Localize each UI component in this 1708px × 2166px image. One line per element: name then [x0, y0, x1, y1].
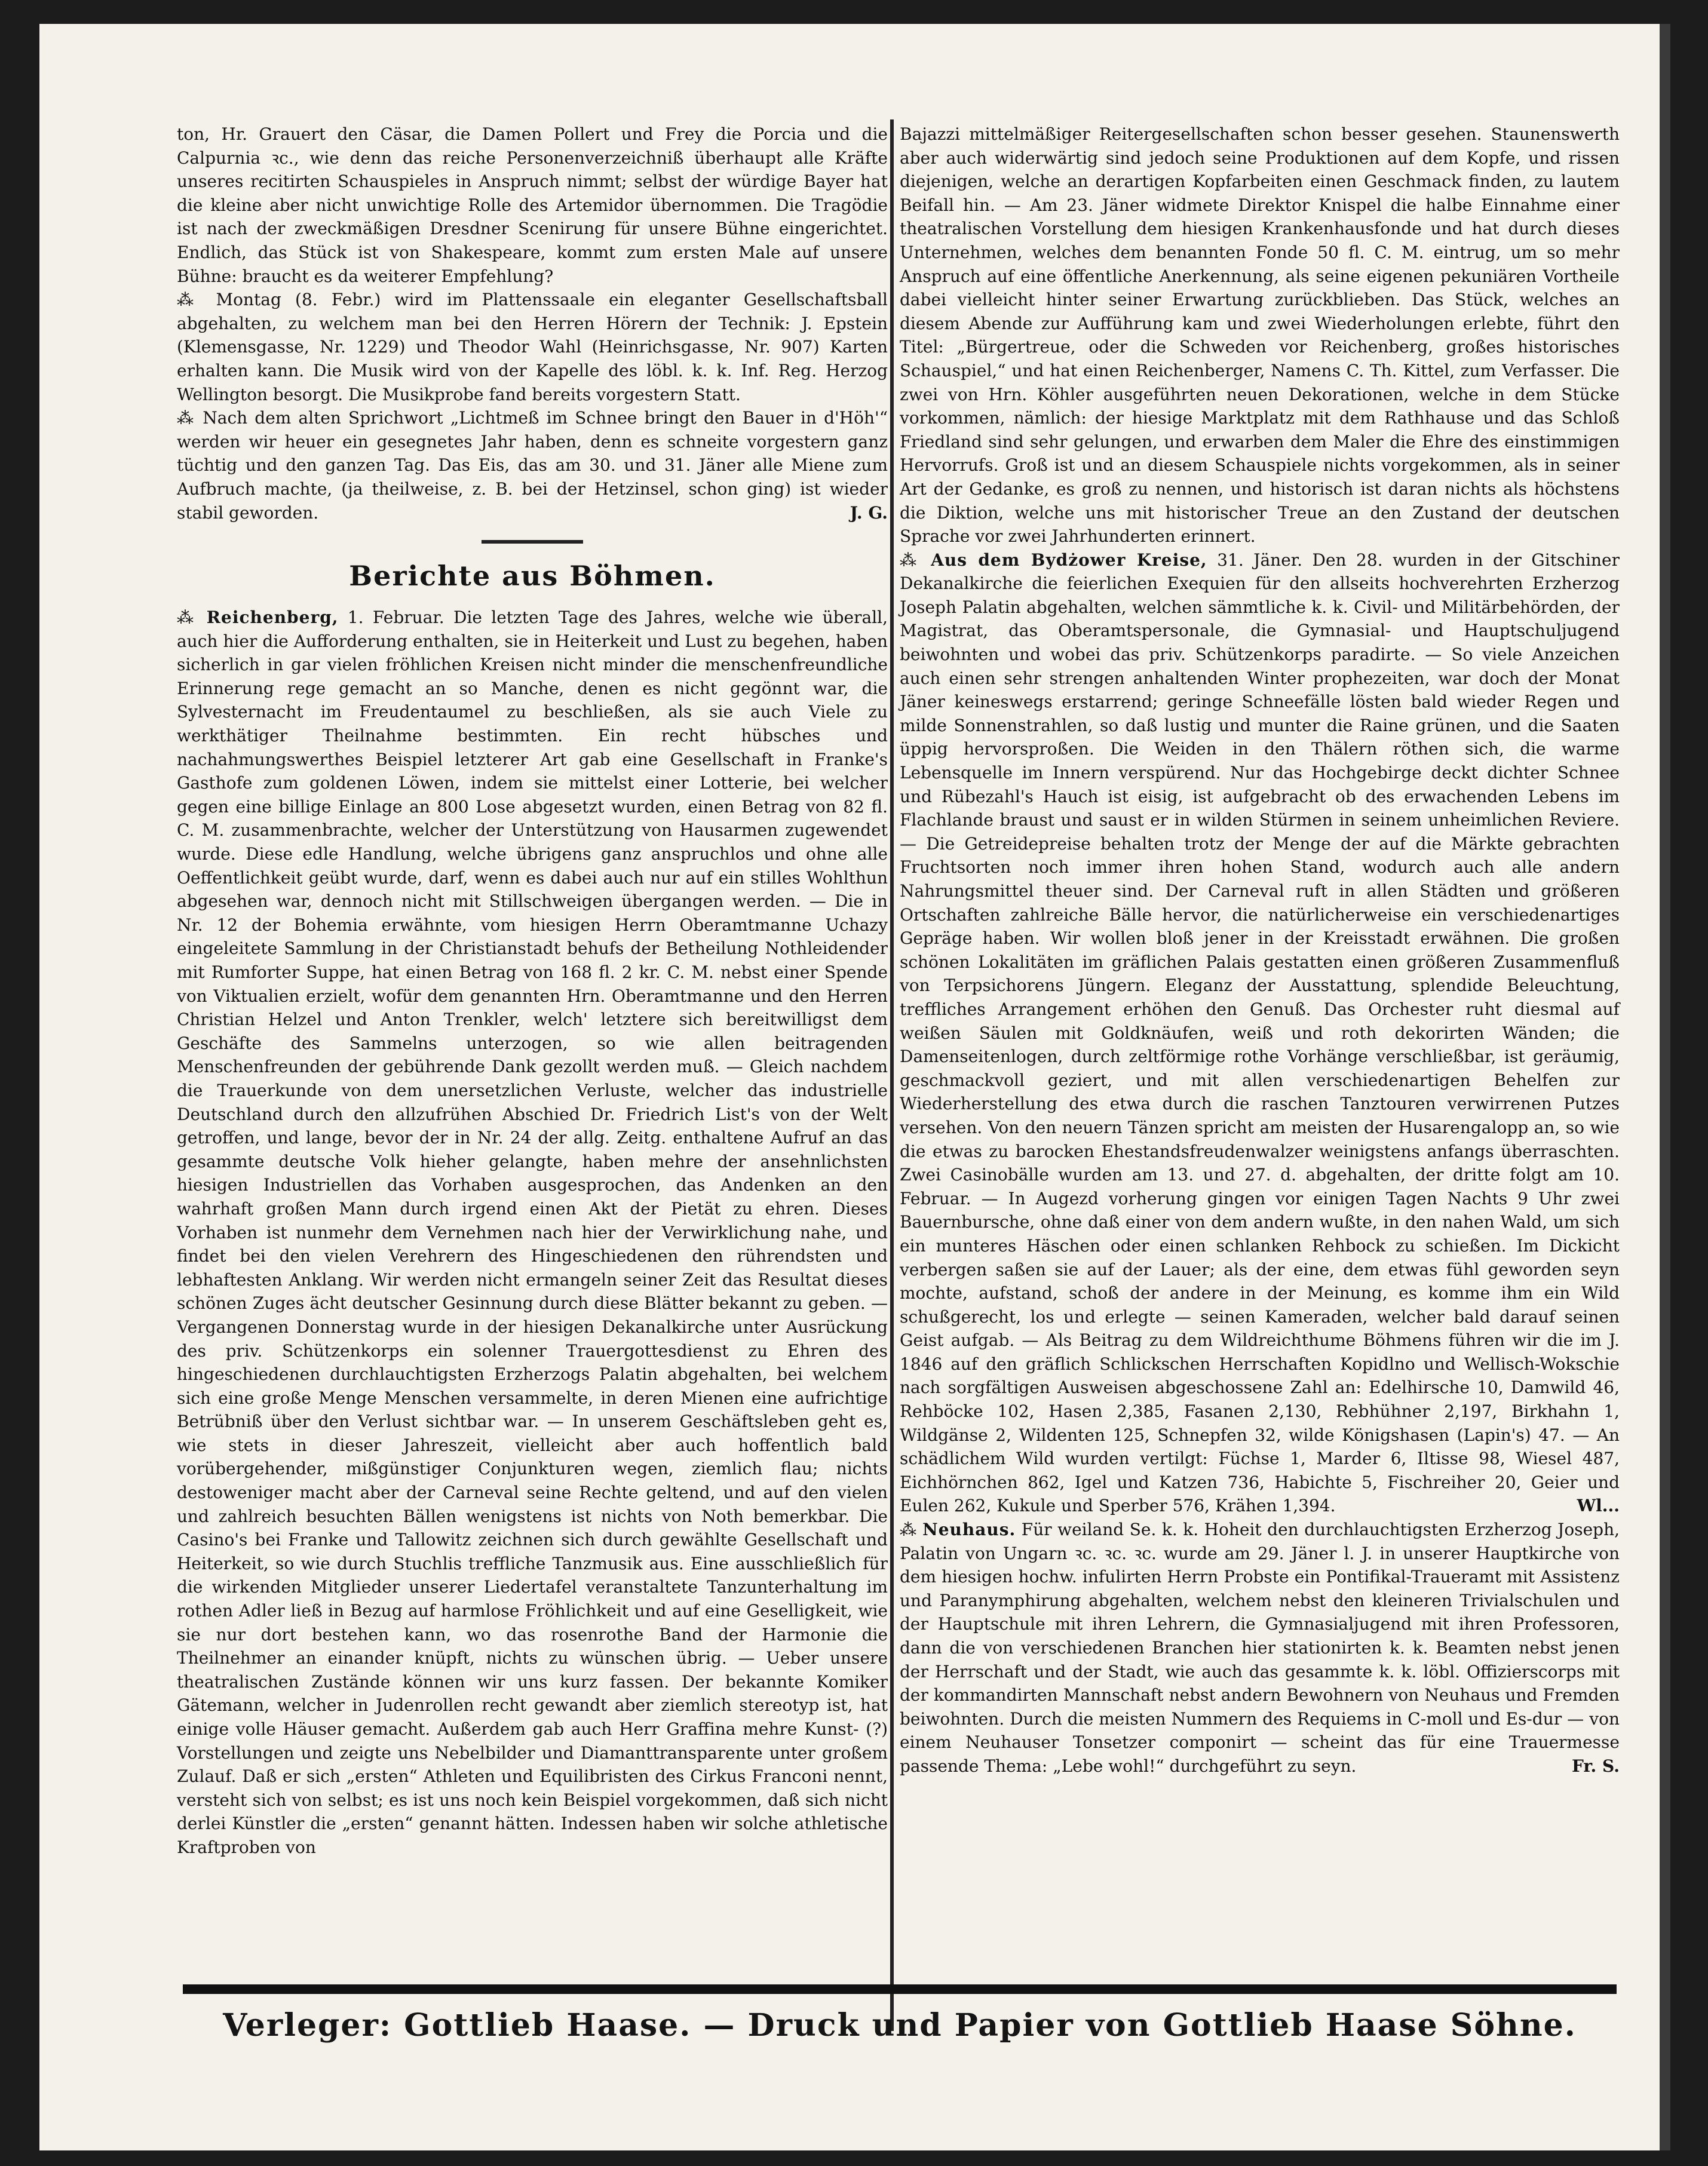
report-reichenberg-date: 1. Februar. [347, 608, 444, 628]
column-divider [890, 119, 894, 2031]
report-neuhaus-body: Für weiland Se. k. k. Hoheit den durchlauchtigsten Erzherzog Joseph, Palatin von Ungarn ꝛc. ꝛc. ꝛc. wurde am 29. Jäner l. J. in unserer Hauptkirche von dem hiesigen hochw. infulirten Herrn Probste ein Pontifikal-Traueramt mit Assistenz und Paranymphirung abgehalten, welchem nebst den kleineren Trivialschulen und der Hauptschule mit ihren Lehrern, die Gymnasialjugend mit ihren Professoren, dann die von verschiedenen Branchen hier stationirten k. k. Beamten nebst jenen der Herrschaft und der Stadt, wie auch das gesammte k. k. löbl. Offizierscorps mit der kommandirten Mannschaft nebst andern Bewohnern von Neuhaus und Fremden beiwohnten. Durch die meisten Nummern des Requiems in C-moll und Es-dur — von einem Neuhauser Tonsetzer componirt — scheint das für eine Trauermesse passende Thema: „Lebe wohl!“ durchgeführt zu seyn. [900, 1520, 1620, 1776]
report-neuhaus-lead: Neuhaus. [922, 1520, 1016, 1540]
left-paragraph-3 [177, 406, 888, 524]
report-reichenberg-lead: Reichenberg, [206, 608, 339, 628]
section-heading: Berichte aus Böhmen. [349, 560, 716, 593]
footer-imprint: Verleger: Gottlieb Haase. — Druck und Papier von Gottlieb Haase Söhne. [223, 2007, 1577, 2044]
report-bydzow [900, 548, 1620, 1518]
report-neuhaus [900, 1518, 1620, 1778]
left-paragraph-2 [177, 288, 888, 406]
section-divider [482, 540, 583, 544]
footer-rule [183, 1984, 1617, 1994]
report-bydzow-lead: Aus dem Bydżower Kreise, [931, 550, 1207, 570]
item-marker: ⁂ [900, 550, 931, 570]
page-edge-shadow [1660, 24, 1670, 2150]
newspaper-page [39, 24, 1670, 2150]
report-bydzow-body: Den 28. wurden in der Gitschiner Dekanalkirche die feierlichen Exequien für den allseits hochverehrten Erzherzog Joseph Palatin abgehalten, welchen sämmtliche k. k. Civil- und Militärbehörden, der Magistrat, das Oberamtspersonale, die Gymnasial- und Hauptschuljugend beiwohnten und wobei das priv. Schützenkorps paradirte. — So viele Anzeichen auch einen sehr strengen anhaltenden Winter prophezeiten, war doch der Monat Jäner keineswegs erstarrend; geringe Schneefälle lösten bald wieder Regen und milde Sonnenstrahlen, so daß lustig und munter die Raine grünen, und die Saaten üppig hervorsproßen. Die Weiden in den Thälern röthen sich, die warme Lebensquelle im Innern verspürend. Nur das Hochgebirge deckt dichter Schnee und Rübezahl's Hauch ist eisig, ist aufgebracht ob des erwachenden Lebens im Flachlande braust und saust er in wilden Stürmen in seinem unheimlichen Reviere. — Die Getreidepreise behalten trotz der Menge der auf die Märkte gebrachten Fruchtsorten noch immer ihren hohen Stand, wodurch auch alle andern Nahrungsmittel theuer sind. Der Carneval ruft in allen Städten und größeren Ortschaften zahlreiche Bälle hervor, die natürlicherweise ein verschiedenartiges Gepräge haben. Wir wollen bloß jener in der Kreisstadt erwähnen. Die großen schönen Lokalitäten im gräflichen Palais gestatten einen größeren Zusammenfluß von Terpsichorens Jüngern. Eleganz der Ausstattung, splendide Beleuchtung, treffliches Arrangement erhöhen den Genuß. Das Orchester ruht diesmal auf weißen Säulen mit Goldknäufen, weiß und roth dekorirten Wänden; die Damenseitenlogen, durch zeltförmige rothe Vorhänge verschließbar, ist geräumig, geschmackvoll geziert, und mit allen verschiedenartigen Behelfen zur Wiederherstellung des etwa durch die raschen Tanztouren verwirrenen Putzes versehen. Von den neuern Tänzen spricht am meisten der Husarengalopp an, so wie die etwas zu barocken Ehestandsfreudenwalzer weinigstens anfangs überraschten. Zwei Casinobälle wurden am 13. und 27. d. abgehalten, der dritte folgt am 10. Februar. — In Augezd vorherung gingen vor einigen Tagen Nachts 9 Uhr zwei Bauernbursche, ohne daß einer von dem andern wußte, in den nahen Wald, um sich ein munteres Häschen oder einen schlanken Rehbock zu schießen. Im Dickicht verbergen saßen sie auf der Lauer; als der eine, dem etwas fühl geworden seyn mochte, aufstand, schoß der andere in der Meinung, es komme ihm ein Wild schußgerecht, los und erlegte — seinen Kameraden, welcher bald darauf seinen Geist aufgab. — Als Beitrag zu dem Wildreichthume Böhmens führen wir die im J. 1846 auf den gräflich Schlickschen Herrschaften Kopidlno und Wellisch-Wokschie nach sorgfältigen Ausweisen abgeschossene Zahl an: Edelhirsche 10, Damwild 46, Rehböcke 102, Hasen 2,385, Fasanen 2,130, Rebhühner 2,197, Birkhahn 1, Wildgänse 2, Wildenten 125, Schnepfen 32, wilde Königshasen (Lapin's) 47. — An schädlichem Wild wurden vertilgt: Füchse 1, Marder 6, Iltisse 98, Wiesel 487, Eichhörnchen 862, Igel und Katzen 736, Habichte 5, Fischreiher 20, Geier und Eulen 262, Kukule und Sperber 576, Krähen 1,394. [900, 550, 1620, 1516]
report-reichenberg [177, 606, 888, 1859]
top-signature: J. G. [850, 502, 888, 523]
report-reichenberg-body: Die letzten Tage des Jahres, welche wie überall, auch hier die Aufforderung enthalten, sie in Heiterkeit und Lust zu begehen, haben sicherlich in gar vielen fröhlichen Kreisen nicht minder die menschenfreundliche Erinnerung rege gemacht an so Manche, denen es nicht gegönnt war, die Sylvesternacht im Freudentaumel zu beschließen, als sie auch Viele zu werkthätiger Theilnahme bestimmten. Ein recht hübsches und nachahmungswerthes Beispiel letzterer Art gab eine Gesellschaft in Franke's Gasthofe zum goldenen Löwen, indem sie mittelst einer Lotterie, bei welcher gegen eine billige Einlage an 800 Lose abgesetzt wurden, einen Betrag von 82 fl. C. M. zusammenbrachte, welcher der Unterstützung von Hausarmen zugewendet wurde. Diese edle Handlung, welche übrigens ganz anspruchlos und ohne alle Oeffentlichkeit geübt wurde, darf, wenn es dabei auch nur auf ein stilles Wohlthun abgesehen war, dennoch nicht mit Stillschweigen übergangen werden. — Die in Nr. 12 der Bohemia erwähnte, vom hiesigen Herrn Oberamtmanne Uchazy eingeleitete Sammlung in der Christianstadt behufs der Betheilung Nothleidender mit Rumforter Suppe, hat einen Betrag von 168 fl. 2 kr. C. M. nebst einer Spende von Viktualien erzielt, wofür dem genannten Hrn. Oberamtmanne und den Herren Christian Helzel und Anton Trenkler, welch' letztere sich bereitwilligst dem Geschäfte des Sammelns unterzogen, so wie allen beitragenden Menschenfreunden der gebührende Dank gezollt werden muß. — Gleich nachdem die Trauerkunde von dem unersetzlichen Verluste, welcher das industrielle Deutschland durch den allzufrühen Abschied Dr. Friedrich List's von der Welt getroffen, und lange, bevor der in Nr. 24 der allg. Zeitg. enthaltene Aufruf an das gesammte deutsche Volk hieher gelangte, haben mehre der ansehnlichsten hiesigen Industriellen das Vorhaben ausgesprochen, das Andenken an den wahrhaft großen Mann durch irgend einen Akt der Pietät zu ehren. Dieses Vorhaben ist nunmehr dem Vernehmen nach hier der Verwirklichung nahe, und findet bei den vielen Verehrern des Hingeschiedenen den rührendsten und lebhaftesten Anklang. Wir werden nicht ermangeln seiner Zeit das Resultat dieses schönen Zuges ächt deutscher Gesinnung durch diese Blätter bekannt zu geben. — Vergangenen Donnerstag wurde in der hiesigen Dekanalkirche unter Ausrückung des priv. Schützenkorps ein solenner Trauergottesdienst zu Ehren des hingeschiedenen durchlauchtigsten Erzherzogs Palatin abgehalten, bei welchem sich eine große Menge Menschen versammelte, in deren Mienen eine aufrichtige Betrübniß über den Verlust sichtbar war. — In unserem Geschäftsleben geht es, wie stets in dieser Jahreszeit, vielleicht aber auch hoffentlich bald vorübergehender, mißgünstiger Conjunkturen wegen, ziemlich flau; nichts destoweniger macht aber der Carneval seine Rechte geltend, und auf den vielen und zahlreich besuchten Bällen wenigstens ist nichts von Noth bemerkbar. Die Casino's bei Franke und Tallowitz zeichnen sich durch gewählte Gesellschaft und Heiterkeit, so wie durch Stuchlis treffliche Tanzmusik aus. Eine ausschließlich für die wirkenden Mitglieder unserer Liedertafel veranstaltete Tanzunterhaltung im rothen Adler ließ in Bezug auf harmlose Fröhlichkeit und auf eine Geselligkeit, wie sie nur dort bestehen kann, wo das rosenrothe Band der Harmonie die Theilnehmer an einander knüpft, nichts zu wünschen übrig. — Ueber unsere theatralischen Zustände können wir uns kurz fassen. Der bekannte Komiker Gätemann, welcher in Judenrollen recht gewandt aber ziemlich stereotyp ist, hat einige volle Häuser gemacht. Außerdem gab auch Herr Graffina mehre Kunst- (?) Vorstellungen und zeigte uns Nebelbilder und Diamanttransparente unter großem Zulauf. Daß er sich „ersten“ Athleten und Equilibristen des Cirkus Franconi nennt, versteht sich von selbst; es ist uns noch kein Beispiel vorgekommen, daß sich nicht derlei Künstler die „ersten“ genannt hätten. Indessen haben wir solche athletische Kraftproben von [177, 608, 888, 1857]
left-paragraph-3-text: Nach dem alten Sprichwort „Lichtmeß im Schnee bringt den Bauer in d'Höh'“ werden wir heuer ein gesegnetes Jahr haben, denn es schneite vorgestern ganz tüchtig und den ganzen Tag. Das Eis, das am 30. und 31. Jäner alle Miene zum Aufbruch machte, (ja theilweise, z. B. bei der Hetzinsel, schon ging) ist wieder stabil geworden. [177, 408, 888, 523]
item-marker: ⁂ [177, 290, 216, 310]
report-bydzow-signature: Wl... [1577, 1496, 1620, 1516]
item-marker: ⁂ [177, 408, 203, 428]
item-marker: ⁂ [900, 1520, 923, 1540]
report-neuhaus-signature: Fr. S. [1571, 1756, 1620, 1776]
left-paragraph-2-text: Montag (8. Febr.) wird im Plattenssaale ein eleganter Gesellschaftsball abgehalten, zu welchem man bei den Herren Hörern der Technik: J. Epstein (Klemensgasse, Nr. 1229) und Theodor Wahl (Heinrichsgasse, Nr. 907) Karten erhalten kann. Die Musik wird von der Kapelle des löbl. k. k. Inf. Reg. Herzog Wellington besorgt. Die Musikprobe fand bereits vorgestern Statt. [177, 290, 888, 404]
item-marker: ⁂ [177, 608, 207, 628]
report-bydzow-date: 31. Jäner. [1217, 550, 1302, 570]
left-column [177, 122, 888, 1860]
right-column [900, 122, 1620, 1778]
right-continuation: Bajazzi mittelmäßiger Reitergesellschaften schon besser gesehen. Staunenswerth aber auch widerwärtig sind jedoch seine Produktionen auf dem Kopfe, und rissen diejenigen, welche an derartigen Kopfarbeiten einen Geschmack finden, zu lautem Beifall hin. — Am 23. Jäner widmete Direktor Knispel die halbe Einnahme einer theatralischen Vorstellung dem hiesigen Krankenhausfonde und hat durch dieses Unternehmen, welches dem benannten Fonde 50 fl. C. M. eintrug, um so mehr Anspruch auf eine öffentliche Anerkennung, als seine eigenen pekuniären Vortheile dabei vielleicht hinter seiner Erwartung zurückblieben. Das Stück, welches an diesem Abende zur Aufführung kam und zwei Wiederholungen erlebte, führt den Titel: „Bürgertreue, oder die Schweden vor Reichenberg, großes historisches Schauspiel,“ und hat einen Reichenberger, Namens C. Th. Kittel, zum Verfasser. Die zwei von Hrn. Köhler ausgeführten neuen Dekorationen, welche in dem Stücke vorkommen, nämlich: der hiesige Marktplatz mit dem Rathhause und das Schloß Friedland sind sehr gelungen, und erwarben dem Maler die Ehre des einstimmigen Hervorrufs. Groß ist und an diesem Schauspiele nichts vorgekommen, als in seiner Art der Gedanke, es groß zu nennen, und historisch ist daran nichts als höchstens die Diktion, welche uns mit historischer Treue an den Zustand der deutschen Sprache vor zwei Jahrhunderten erinnert. [900, 124, 1620, 547]
left-paragraph-1: ton, Hr. Grauert den Cäsar, die Damen Pollert und Frey die Porcia und die Calpurnia ꝛc., wie denn das reiche Personenverzeichniß überhaupt alle Kräfte unseres recitirten Schauspieles in Anspruch nimmt; selbst der würdige Bayer hat die kleine aber nicht unwichtige Rolle des Artemidor übernommen. Die Tragödie ist nach der zweckmäßigen Dresdner Scenirung für unsere Bühne eingerichtet. Endlich, das Stück ist von Shakespeare, kommt zum ersten Male auf unsere Bühne: braucht es da weiterer Empfehlung? [177, 124, 888, 286]
